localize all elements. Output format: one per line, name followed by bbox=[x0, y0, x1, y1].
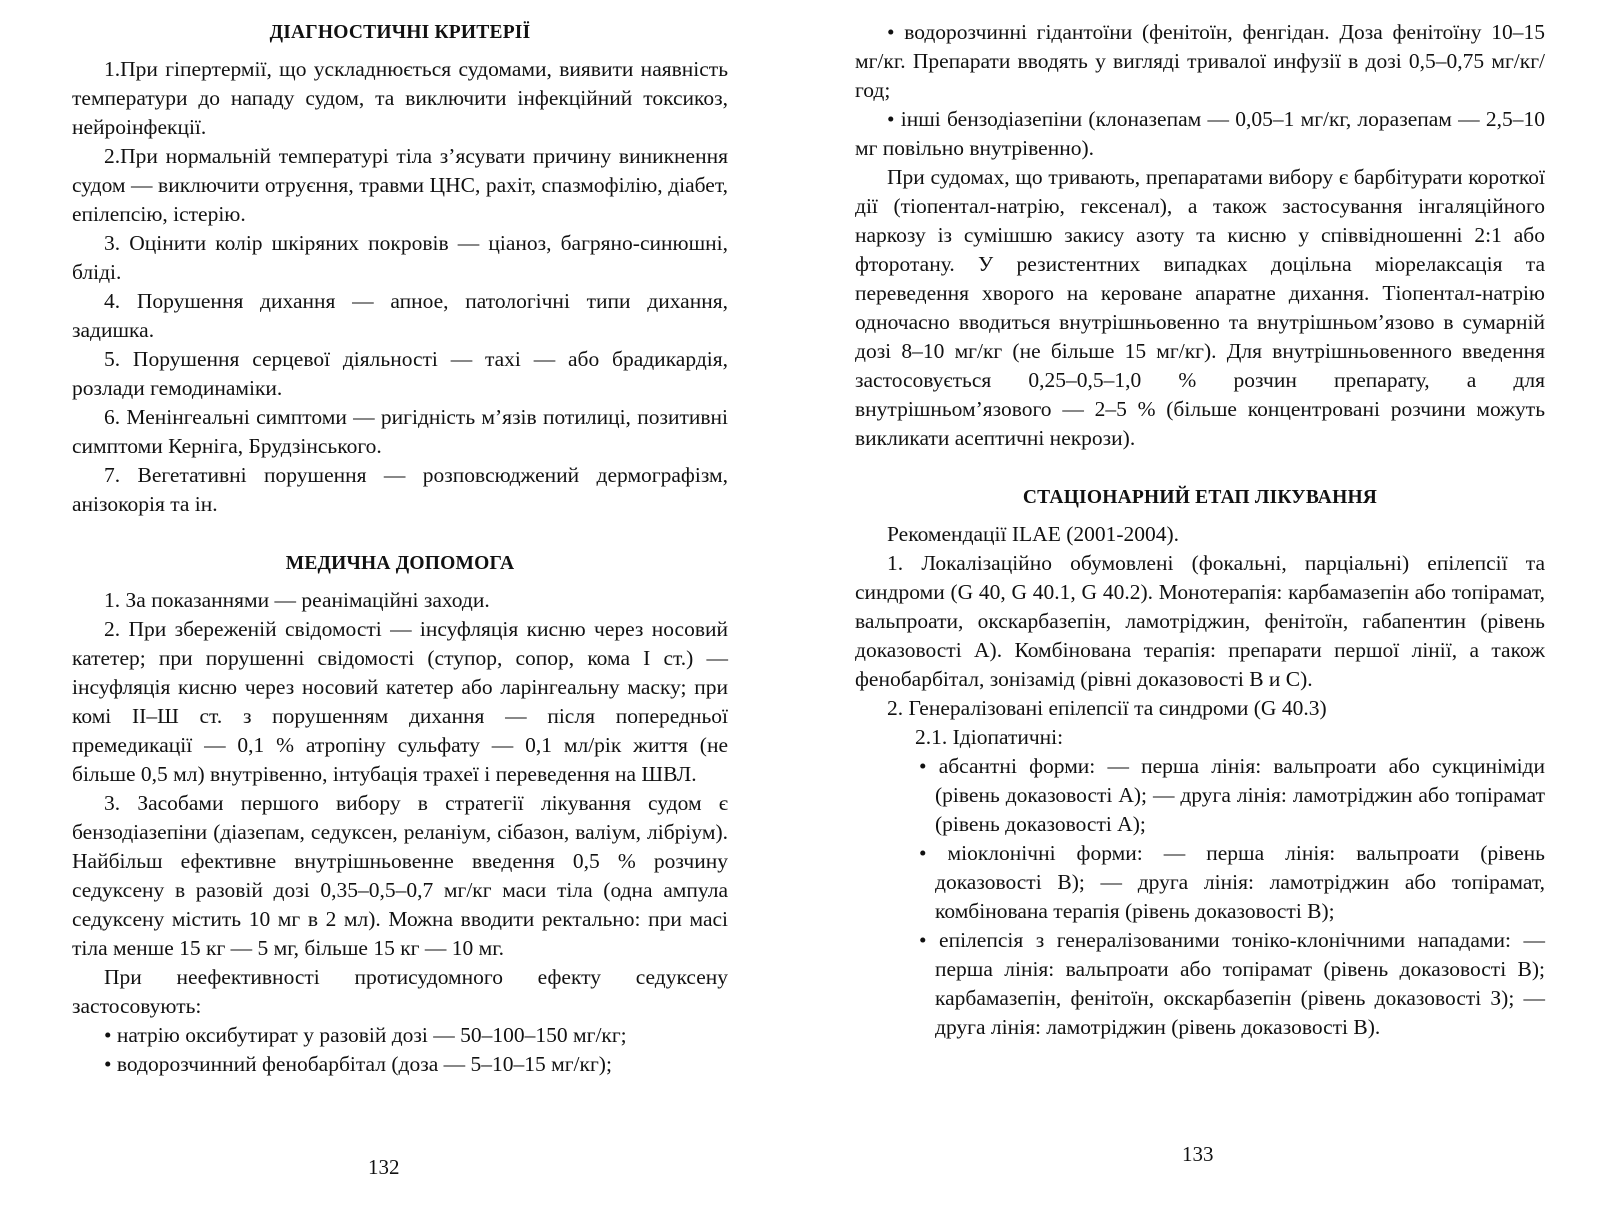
bullet-item: • міоклонічні форми: — перша лінія: вальпроати (рівень доказовості В); — друга лінія: ламотріджин або топірамат, комбінована терапія (рівень доказовості В); bbox=[919, 841, 1545, 923]
bullet-item: • епілепсія з генералізованими тоніко-клонічними нападами: — перша лінія: вальпроати або топірамат (рівень доказовості В); карбамазепін, фенітоїн, окскарбазепін (рівень доказовості З); — друга лінія: ламотріджин (рівень доказовості В). bbox=[919, 928, 1545, 1039]
page-number-right: 133 bbox=[1182, 1142, 1214, 1166]
criterion-1: 1.При гіпертермії, що ускладнюється судомами, виявити наявність температури до нападу судом, та виключити інфекційний токсикоз, нейроінфекції. bbox=[72, 57, 728, 139]
paragraph: При судомах, що тривають, препаратами вибору є барбітурати короткої дії (тіопентал-натрію, гексенал), а також застосування інгаляційного наркозу із сумішшю закису азоту та кисню у співвідношенні 2:1 або фторотану. У резистентних випадках доцільна міорелаксація та переведення хворого на кероване апаратне дихання. Тіопентал-натрію одночасно вводиться внутрішньовенно та внутрішньом’язово в сумарній дозі 8–10 мг/кг (не більше 15 мг/кг). Для внутрішньовенного введення застосовується 0,25–0,5–1,0 % розчин препарату, а для внутрішньом’язового — 2–5 % (більше концентровані розчини можуть викликати асептичні некрози). bbox=[855, 165, 1545, 450]
left-page bbox=[72, 18, 728, 1209]
item-2: 2. Генералізовані епілепсії та синдроми (G 40.3) bbox=[887, 696, 1327, 720]
criterion-5: 5. Порушення серцевої діяльності — тахі — або брадикардія, розлади гемодинаміки. bbox=[72, 347, 728, 400]
heading-medical-help: МЕДИЧНА ДОПОМОГА bbox=[285, 553, 515, 574]
criterion-6: 6. Менінгеальні симптоми — ригідність м’язів потилиці, позитивні симптоми Керніга, Брудзінського. bbox=[72, 405, 728, 458]
criterion-3: 3. Оцінити колір шкіряних покровів — ціаноз, багряно-синюшні, бліді. bbox=[72, 231, 728, 284]
page-number-left: 132 bbox=[368, 1155, 400, 1179]
criterion-4: 4. Порушення дихання — апное, патологічні типи дихання, задишка. bbox=[72, 289, 728, 342]
bullet-item: • інші бензодіазепіни (клоназепам — 0,05–1 мг/кг, лоразепам — 2,5–10 мг повільно внутрівенно). bbox=[855, 107, 1545, 160]
heading-inpatient-stage: СТАЦІОНАРНИЙ ЕТАП ЛІКУВАННЯ bbox=[1022, 487, 1378, 508]
criterion-2: 2.При нормальній температурі тіла з’ясувати причину виникнення судом — виключити отруєння, травми ЦНС, рахіт, спазмофілію, діабет, епілепсію, істерію. bbox=[72, 144, 728, 226]
bullet-item: • водорозчинний фенобарбітал (доза — 5–10–15 мг/кг); bbox=[104, 1052, 612, 1076]
bullet-item: • водорозчинні гідантоїни (фенітоїн, фенгідан. Доза фенітоїну 10–15 мг/кг. Препарати вводять у вигляді тривалої инфузії в дозі 0,5–0,75 мг/кг/год; bbox=[855, 20, 1545, 102]
help-item-1: 1. За показаннями — реанімаційні заходи. bbox=[104, 588, 490, 612]
spacer bbox=[72, 519, 728, 549]
right-page bbox=[855, 18, 1545, 1209]
help-item-3: 3. Засобами першого вибору в стратегії лікування судом є бензодіазепіни (діазепам, седуксен, реланіум, сібазон, валіум, лібріум). Найбільш ефективне внутрішньовенне введення 0,5 % розчину седуксену в разовій дозі 0,35–0,5–0,7 мг/кг маси тіла (одна ампула седуксену містить 10 мг в 2 мл). Можна вводити ректально: при масі тіла менше 15 кг — 5 мг, більше 15 кг — 10 мг. bbox=[72, 791, 728, 960]
help-item-4: При неефективності протисудомного ефекту седуксену застосовують: bbox=[72, 965, 728, 1018]
help-item-2: 2. При збереженій свідомості — інсуфляція кисню через носовий катетер; при порушенні свідомості (ступор, сопор, кома І ст.) — інсуфляція кисню через носовий катетер або ларінгеальну маску; при комі ІІ–Ш ст. з порушенням дихання — після попередньої премедикації — 0,1 % атропіну сульфату — 0,1 мл/рік життя (не більше 0,5 мл) внутрівенно, інтубація трахеї і переведення на ШВЛ. bbox=[72, 617, 728, 786]
heading-diagnostic-criteria: ДІАГНОСТИЧНІ КРИТЕРІЇ bbox=[269, 22, 531, 43]
recommendations-line: Рекомендації ILAE (2001-2004). bbox=[887, 522, 1180, 546]
bullet-item: • абсантні форми: — перша лінія: вальпроати або сукциніміди (рівень доказовості А); — друга лінія: ламотріджин або топірамат (рівень доказовості А); bbox=[919, 754, 1545, 836]
spacer bbox=[855, 453, 1545, 483]
criterion-7: 7. Вегетативні порушення — розповсюджений дермографізм, анізокорія та ін. bbox=[72, 463, 728, 516]
item-1: 1. Локалізаційно обумовлені (фокальні, парціальні) епілепсії та синдроми (G 40, G 40.1, G 40.2). Монотерапія: карбамазепін або топірамат, вальпроати, окскарбазепін, ламотріджин, фенітоїн, габапентин (рівень доказовості А). Комбінована терапія: препарати першої лінії, а також фенобарбітал, зонізамід (рівні доказовості В и С). bbox=[855, 551, 1545, 691]
item-2-1: 2.1. Ідіопатичні: bbox=[915, 725, 1064, 749]
bullet-item: • натрію оксибутират у разовій дозі — 50–100–150 мг/кг; bbox=[104, 1023, 627, 1047]
